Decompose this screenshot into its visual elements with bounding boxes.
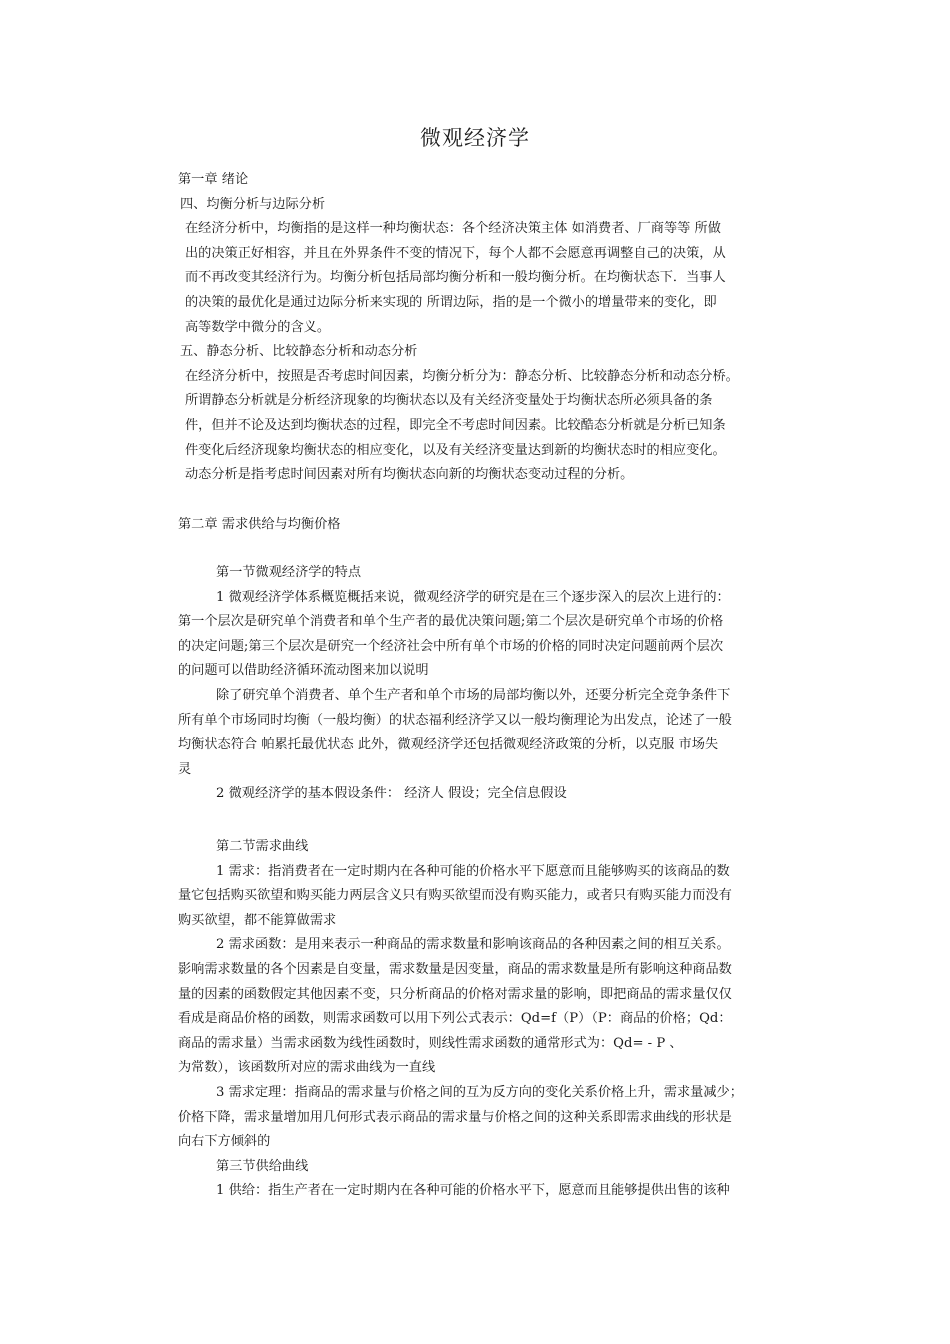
s4-line: 而不再改变其经济行为。均衡分析包括局部均衡分析和一般均衡分析。在均衡状态下．当事人: [185, 270, 726, 286]
sec2-p3-line: 向右下方倾斜的: [178, 1134, 271, 1150]
sec2-p1-line: 1 需求：指消费者在一定时期内在各种可能的价格水平下愿意而且能够购买的该商品的数: [216, 863, 730, 879]
sec3-heading: 第三节供给曲线: [216, 1158, 309, 1174]
sec2-p2-line: 2 需求函数：是用来表示一种商品的需求数量和影响该商品的各种因素之间的相互关系。: [216, 937, 730, 953]
chapter2-heading: 第二章 需求供给与均衡价格: [178, 517, 341, 532]
s4-line: 出的决策正好相容，并且在外界条件不变的情况下，每个人都不会愿意再调整自己的决策，从: [185, 245, 726, 261]
s5-line: 件变化后经济现象均衡状态的相应变化，以及有关经济变量达到新的均衡状态时的相应变化。: [185, 442, 726, 458]
sec1-p1-line: 的问题可以借助经济循环流动图来加以说明: [178, 663, 429, 679]
sec2-p2-line: 商品的需求量）当需求函数为线性函数时，则线性需求函数的通常形式为：Qd= - P 、: [178, 1035, 683, 1051]
sec3-p1-line: 1 供给：指生产者在一定时期内在各种可能的价格水平下，愿意而且能够提供出售的该种: [216, 1183, 730, 1199]
chapter2-section: [178, 513, 778, 538]
sec2-p1-line: 量它包括购买欲望和购买能力两层含义只有购买欲望而没有购买能力，或者只有购买能力而没有: [178, 888, 732, 904]
s4-line: 在经济分析中，均衡指的是这样一种均衡状态：各个经济决策主体 如消费者、厂商等等 所做: [185, 221, 721, 237]
sec1-p3-line: 2 微观经济学的基本假设条件： 经济人 假设；完全信息假设: [216, 786, 567, 802]
s5-line: 所谓静态分析就是分析经济现象的均衡状态以及有关经济变量处于均衡状态所必须具备的条: [185, 393, 713, 409]
s4-line: 的决策的最优化是通过边际分析来实现的 所谓边际，指的是一个微小的增量带来的变化，即: [185, 294, 717, 310]
s4-line: 高等数学中微分的含义。: [185, 319, 331, 335]
sec2-p1-line: 购买欲望，都不能算做需求: [178, 912, 337, 928]
chapter1-heading: 第一章 绪论: [178, 172, 249, 187]
document-title: 微观经济学: [420, 126, 530, 150]
sec1-p1-line: 的决定问题;第三个层次是研究一个经济社会中所有单个市场的价格的同时决定问题前两个层次: [178, 638, 724, 654]
sec2-p2-line: 为常数），该函数所对应的需求曲线为一直线: [178, 1060, 436, 1076]
sec2-p3-line: 3 需求定理：指商品的需求量与价格之间的互为反方向的变化关系价格上升，需求量减少；: [216, 1084, 743, 1100]
s5-line: 件，但并不论及达到均衡状态的过程，即完全不考虑时间因素。比较酷态分析就是分析已知条: [185, 417, 726, 433]
section5-heading: 五、静态分析、比较静态分析和动态分析: [180, 344, 418, 360]
sec1-p1-line: 1 微观经济学体系概览概括来说，微观经济学的研究是在三个逐步深入的层次上进行的：: [216, 589, 730, 605]
sec2-p2-line: 影响需求数量的各个因素是自变量，需求数量是因变量，商品的需求数量是所有影响这种商品数: [178, 961, 732, 977]
sec2-p2-line: 量的因素的函数假定其他因素不变，只分析商品的价格对需求量的影响，即把商品的需求量仅仅: [178, 986, 732, 1002]
sec1-p2-line: 除了研究单个消费者、单个生产者和单个市场的局部均衡以外，还要分析完全竞争条件下: [216, 687, 731, 703]
ch2-section2: [178, 835, 778, 1204]
sec2-p2-line: 看成是商品价格的函数，则需求函数可以用下列公式表示：Qd=f（P）（P：商品的价格；Qd：: [178, 1011, 732, 1027]
chapter1-section: [178, 168, 778, 488]
sec2-p3-line: 价格下降，需求量增加用几何形式表示商品的需求量与价格之间的这种关系即需求曲线的形状是: [178, 1109, 732, 1125]
sec1-heading: 第一节微观经济学的特点: [216, 565, 362, 580]
sec1-p1-line: 第一个层次是研究单个消费者和单个生产者的最优决策问题;第二个层次是研究单个市场的价格: [178, 614, 724, 630]
sec1-p2-line: 灵: [178, 761, 192, 777]
ch2-section1: [178, 561, 778, 807]
sec1-p2-line: 所有单个市场同时均衡（一般均衡）的状态福利经济学又以一般均衡理论为出发点，论述了一般: [178, 712, 732, 728]
sec1-p2-line: 均衡状态符合 帕累托最优状态 此外，微观经济学还包括微观经济政策的分析，以克服 市场失: [178, 737, 719, 753]
s5-line: 动态分析是指考虑时间因素对所有均衡状态向新的均衡状态变动过程的分析。: [185, 467, 634, 483]
s5-line: 在经济分析中，按照是否考虑时间因素，均衡分析分为：静态分析、比较静态分析和动态分桥。: [185, 368, 739, 384]
section4-heading: 四、均衡分析与边际分析: [180, 196, 326, 212]
sec2-heading: 第二节需求曲线: [216, 839, 309, 854]
